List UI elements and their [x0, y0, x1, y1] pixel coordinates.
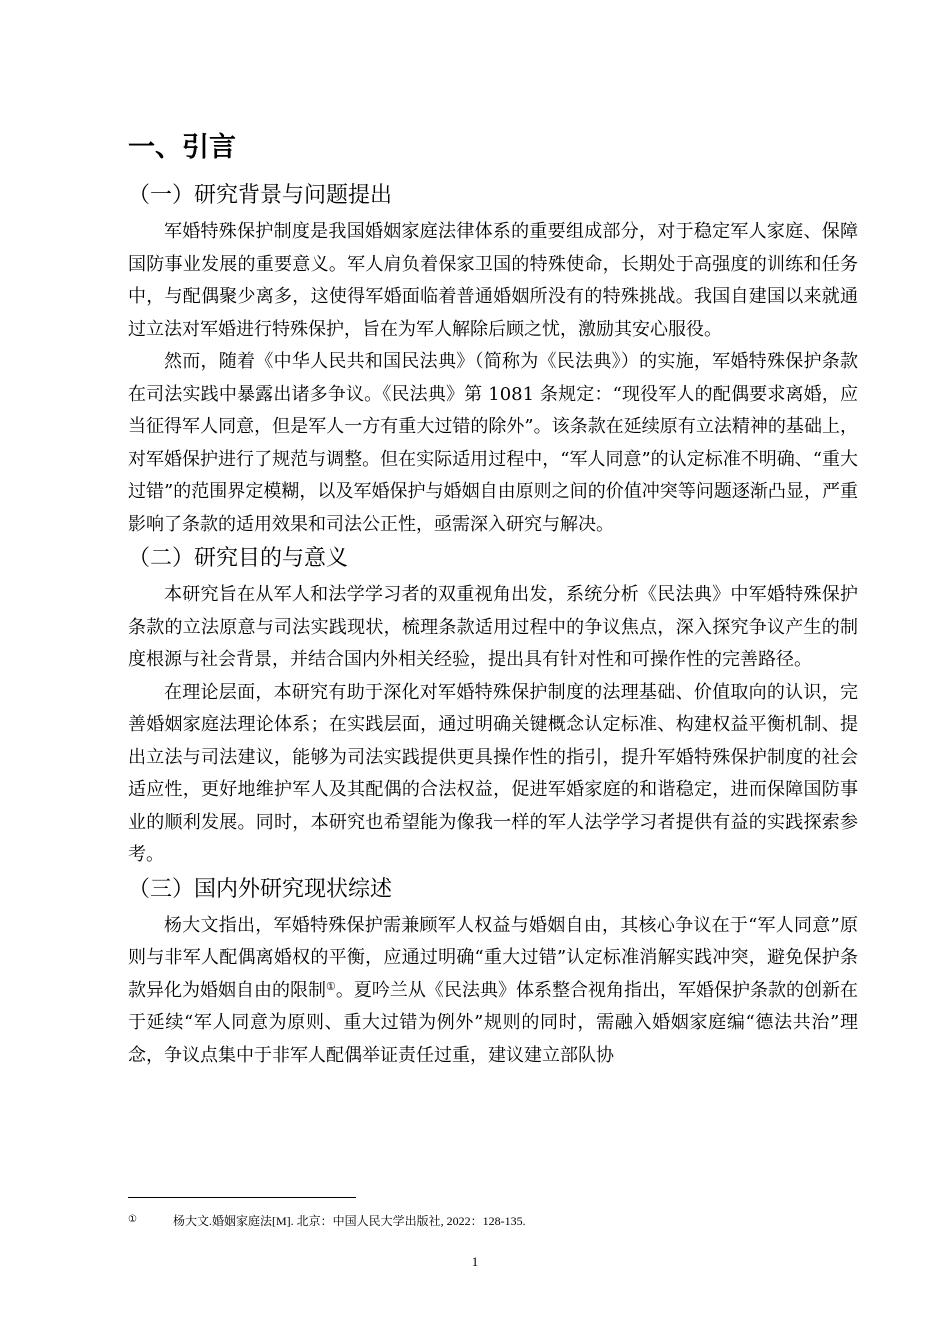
footnote-text: 杨大文.婚姻家庭法[M]. 北京：中国人民大学出版社, 2022：128-135. [173, 1214, 526, 1228]
paragraph: 军婚特殊保护制度是我国婚姻家庭法律体系的重要组成部分，对于稳定军人家庭、保障国防事业发展的重要意义。军人肩负着保家卫国的特殊使命，长期处于高强度的训练和任务中，与配偶聚少离多，这使得军婚面临着普通婚姻所没有的特殊挑战。我国自建国以来就通过立法对军婚进行特殊保护，旨在为军人解除后顾之忧，激励其安心服役。 [128, 221, 858, 340]
section-title-literature: （三）国内外研究现状综述 [128, 876, 393, 902]
paragraph: 在理论层面，本研究有助于深化对军婚特殊保护制度的法理基础、价值取向的认识，完善婚姻家庭法理论体系；在实践层面，通过明确关键概念认定标准、构建权益平衡机制、提出立法与司法建议，能够为司法实践提供更具操作性的指引，提升军婚特殊保护制度的社会适应性，更好地维护军人及其配偶的合法权益，促进军婚家庭的和谐稳定，进而保障国防事业的顺利发展。同时，本研究也希望能为像我一样的军人法学学习者提供有益的实践探索参考。 [128, 681, 858, 865]
footnote [128, 1212, 526, 1229]
paragraph: 本研究旨在从军人和法学学习者的双重视角出发，系统分析《民法典》中军婚特殊保护条款的立法原意与司法实践现状，梳理条款适用过程中的争议焦点，深入探究争议产生的制度根源与社会背景，并结合国内外相关经验，提出具有针对性和可操作性的完善路径。 [128, 584, 858, 670]
paragraph [128, 910, 858, 1073]
paragraph-text: 。夏吟兰从《民法典》体系整合视角指出，军婚保护条款的创新在于延续“军人同意为原则、重大过错为例外”规则的同时，需融入婚姻家庭编“德法共治”理念，争议点集中于非军人配偶举证责任过重，建议建立部队协 [128, 979, 859, 1066]
section-title-purpose: （二）研究目的与意义 [128, 546, 349, 571]
paragraph: 然而，随着《中华人民共和国民法典》（简称为《民法典》）的实施，军婚特殊保护条款在司法实践中暴露出诸多争议。《民法典》第 1081 条规定：“现役军人的配偶要求离婚，应当征得军人同意，但是军人一方有重大过错的除外”。该条款在延续原有立法精神的基础上，对军婚保护进行了规范与调整。但在实际适用过程中，“军人同意”的认定标准不明确、“重大过错”的范围界定模糊，以及军婚保护与婚姻自由原则之间的价值冲突等问题逐渐凸显，严重影响了条款的适用效果和司法公正性，亟需深入研究与解决。 [128, 351, 858, 535]
footnote-mark: ① [128, 1214, 137, 1225]
page-number: 1 [471, 1254, 479, 1269]
chapter-heading: 一、引言 [128, 132, 236, 163]
footnote-separator [128, 1197, 356, 1198]
paragraph-text: 杨大文指出，军婚特殊保护需兼顾军人权益与婚姻自由，其核心争议在于“军人同意”原则与非军人配偶离婚权的平衡，应通过明确“重大过错”认定标准消解实践冲突，避免保护条款异化为婚姻自由的限制 [128, 914, 858, 1001]
footnote-reference[interactable]: ① [326, 979, 336, 993]
section-title-background: （一）研究背景与问题提出 [128, 183, 393, 208]
document-body [128, 128, 858, 1072]
